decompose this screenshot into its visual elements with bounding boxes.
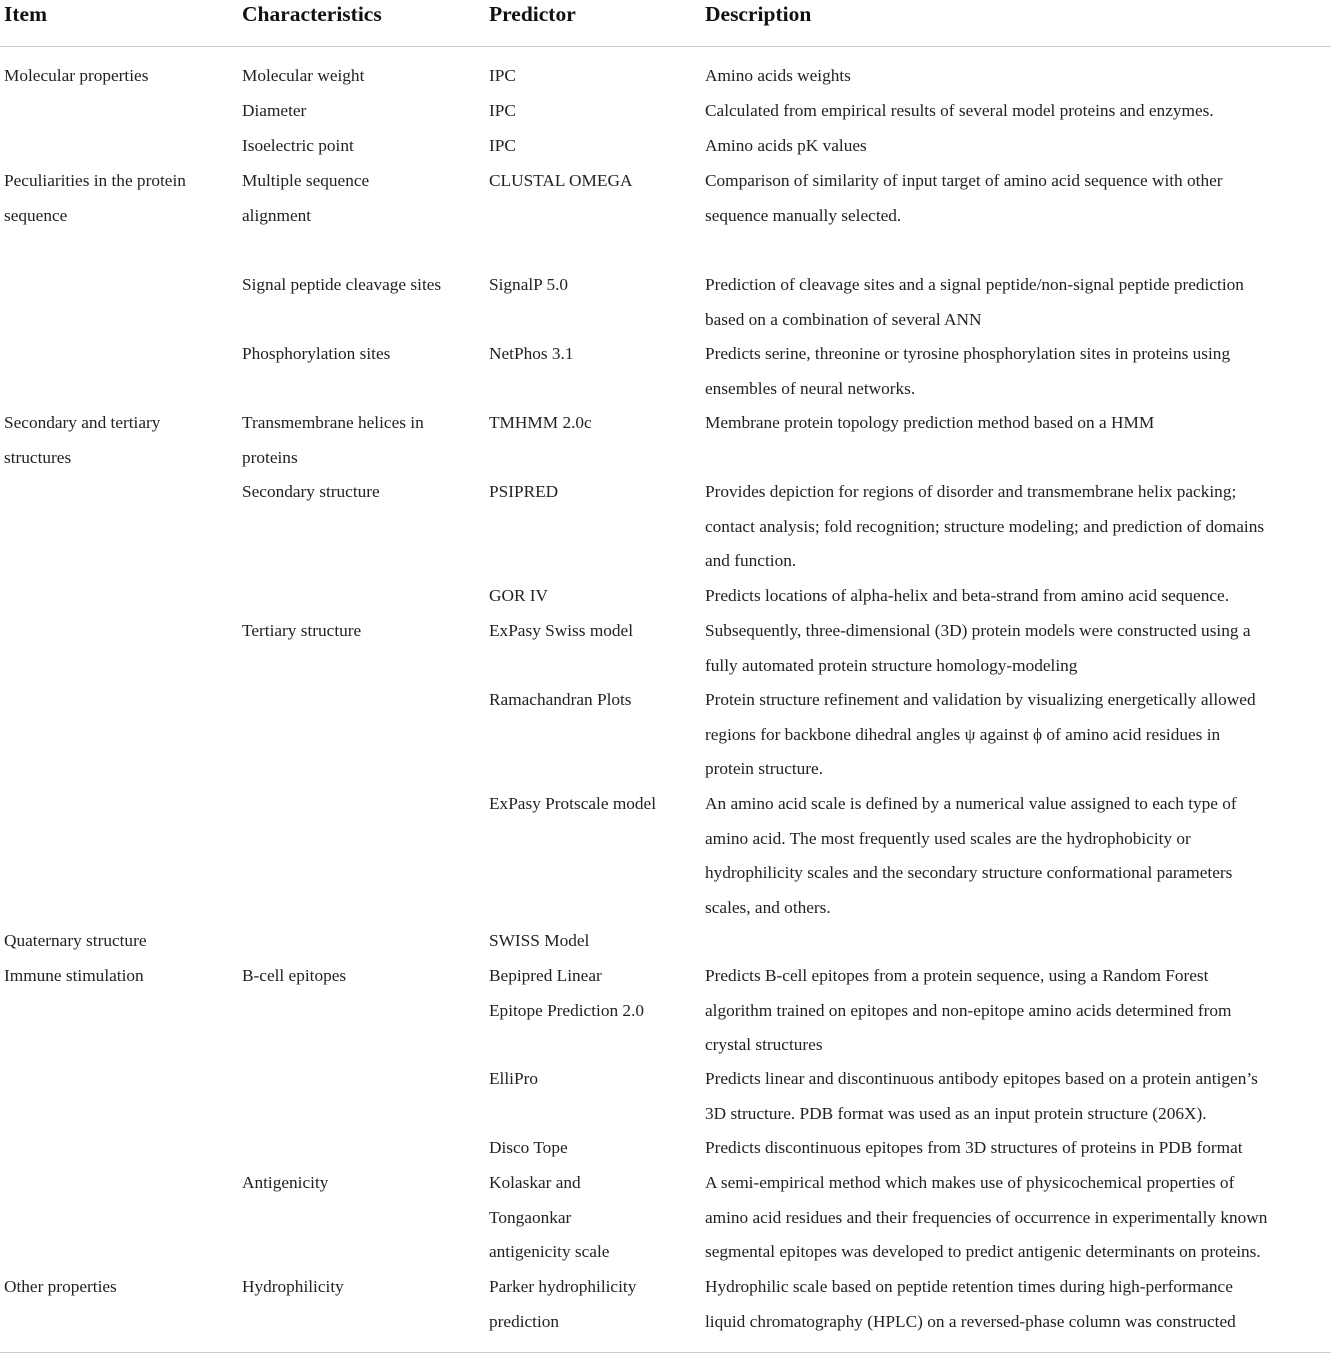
table-bottom-rule (0, 1352, 1331, 1353)
cell-line: fully automated protein structure homology-modeling (705, 655, 1078, 675)
cell-line: contact analysis; fold recognition; structure modeling; and prediction of domains (705, 516, 1265, 536)
cell-line: Predicts discontinuous epitopes from 3D structures of proteins in PDB format (705, 1138, 1243, 1157)
cell-line: Secondary and tertiary (4, 413, 161, 432)
cell-line: regions for backbone dihedral angles ψ against ϕ of amino acid residues in (705, 724, 1221, 744)
cell-line: Predicts linear and discontinuous antibody epitopes based on a protein antigen’s (705, 1069, 1258, 1088)
cell-line: algorithm trained on epitopes and non-epitope amino acids determined from (705, 1000, 1232, 1020)
header-divider (0, 46, 1331, 47)
cell-line: Secondary structure (242, 482, 380, 501)
cell-predictor (489, 475, 558, 510)
cell-line: Diameter (242, 101, 307, 120)
cell-predictor (489, 164, 632, 199)
cell-line: ElliPro (489, 1069, 538, 1088)
cell-line: GOR IV (489, 586, 549, 605)
cell-predictor (489, 268, 568, 303)
cell-description (705, 406, 1154, 441)
cell-line: Comparison of similarity of input target of amino acid sequence with other (705, 171, 1223, 190)
cell-item (4, 1270, 117, 1305)
cell-line: sequence (4, 205, 68, 225)
cell-line: Protein structure refinement and validation by visualizing energetically allowed (705, 690, 1256, 709)
cell-line: Tertiary structure (242, 621, 362, 640)
cell-line: Antigenicity (242, 1173, 329, 1192)
cell-line: ExPasy Protscale model (489, 794, 657, 813)
cell-line: amino acid residues and their frequencies of occurrence in experimentally known (705, 1207, 1268, 1227)
cell-line: Predicts B-cell epitopes from a protein sequence, using a Random Forest (705, 966, 1209, 985)
cell-line: ExPasy Swiss model (489, 621, 634, 640)
cell-line: Subsequently, three-dimensional (3D) protein models were constructed using a (705, 621, 1251, 640)
cell-line: IPC (489, 101, 516, 120)
cell-line: PSIPRED (489, 482, 559, 501)
cell-line: liquid chromatography (HPLC) on a reversed-phase column was constructed (705, 1311, 1236, 1331)
cell-description (705, 614, 1251, 683)
cell-line: Amino acids weights (705, 66, 851, 85)
cell-line: Signal peptide cleavage sites (242, 275, 442, 294)
cell-line: scales, and others. (705, 897, 831, 917)
cell-line: IPC (489, 136, 516, 155)
cell-description (705, 1131, 1243, 1166)
cell-line: segmental epitopes was developed to predict antigenic determinants on proteins. (705, 1242, 1261, 1262)
cell-item (4, 959, 144, 994)
cell-predictor (489, 59, 516, 94)
cell-characteristics (242, 475, 380, 510)
cell-line: Membrane protein topology prediction method based on a HMM (705, 413, 1155, 432)
cell-characteristics (242, 129, 354, 164)
cell-line: B-cell epitopes (242, 966, 347, 985)
cell-line: An amino acid scale is defined by a numerical value assigned to each type of (705, 794, 1237, 813)
cell-line: and function. (705, 551, 797, 571)
cell-item (4, 164, 186, 233)
cell-line: Prediction of cleavage sites and a signal peptide/non-signal peptide prediction (705, 275, 1244, 294)
cell-characteristics (242, 94, 306, 129)
cell-item (4, 59, 148, 94)
cell-line: SignalP 5.0 (489, 275, 569, 294)
cell-predictor (489, 1062, 538, 1097)
cell-description (705, 787, 1237, 925)
cell-line: ensembles of neural networks. (705, 378, 916, 398)
cell-predictor (489, 337, 574, 372)
cell-line: Bepipred Linear (489, 966, 602, 985)
cell-description (705, 475, 1264, 579)
cell-line: SWISS Model (489, 931, 590, 950)
cell-description (705, 1270, 1236, 1339)
cell-description (705, 129, 867, 164)
cell-line: sequence manually selected. (705, 205, 902, 225)
cell-line: 3D structure. PDB format was used as an input protein structure (206X). (705, 1103, 1207, 1123)
cell-line: Molecular properties (4, 66, 149, 85)
cell-characteristics (242, 406, 424, 475)
cell-line: Predicts serine, threonine or tyrosine phosphorylation sites in proteins using (705, 344, 1231, 363)
cell-line: Immune stimulation (4, 966, 144, 985)
cell-line: Phosphorylation sites (242, 344, 391, 363)
header-characteristics: Characteristics (242, 2, 382, 26)
cell-line: Amino acids pK values (705, 136, 867, 155)
cell-description (705, 579, 1229, 614)
cell-line: Provides depiction for regions of disorder and transmembrane helix packing; (705, 482, 1237, 501)
cell-item (4, 406, 160, 475)
cell-description (705, 1166, 1267, 1270)
cell-predictor (489, 924, 589, 959)
cell-predictor (489, 129, 516, 164)
cell-predictor (489, 1166, 609, 1270)
cell-line: prediction (489, 1311, 560, 1331)
header-description: Description (705, 2, 812, 26)
cell-predictor (489, 959, 644, 1028)
cell-line: CLUSTAL OMEGA (489, 171, 633, 190)
cell-description (705, 59, 851, 94)
cell-line: NetPhos 3.1 (489, 344, 574, 363)
cell-predictor (489, 406, 592, 441)
cell-line: Molecular weight (242, 66, 365, 85)
cell-line: antigenicity scale (489, 1242, 610, 1262)
cell-characteristics (242, 268, 441, 303)
cell-characteristics (242, 614, 361, 649)
header-predictor: Predictor (489, 2, 576, 26)
cell-line: Peculiarities in the protein (4, 171, 186, 190)
cell-line: TMHMM 2.0c (489, 413, 592, 432)
cell-line: Multiple sequence (242, 171, 370, 190)
cell-line: structures (4, 447, 72, 467)
cell-line: A semi-empirical method which makes use of physicochemical properties of (705, 1173, 1235, 1192)
header-item: Item (4, 2, 47, 26)
cell-predictor (489, 1131, 568, 1166)
cell-line: alignment (242, 205, 312, 225)
cell-description (705, 268, 1244, 337)
cell-line: Predicts locations of alpha-helix and beta-strand from amino acid sequence. (705, 586, 1230, 605)
cell-line: Ramachandran Plots (489, 690, 632, 709)
cell-line: IPC (489, 66, 516, 85)
cell-line: hydrophilicity scales and the secondary structure conformational parameters (705, 863, 1233, 883)
cell-predictor (489, 683, 632, 718)
cell-description (705, 959, 1231, 1063)
cell-line: protein structure. (705, 759, 824, 779)
cell-characteristics (242, 337, 390, 372)
cell-line: Quaternary structure (4, 931, 147, 950)
cell-characteristics (242, 959, 346, 994)
cell-line: Epitope Prediction 2.0 (489, 1000, 645, 1020)
cell-predictor (489, 787, 656, 822)
cell-line: Other properties (4, 1277, 117, 1296)
cell-line: Isoelectric point (242, 136, 354, 155)
cell-line: Hydrophilic scale based on peptide retention times during high-performance (705, 1277, 1233, 1296)
cell-predictor (489, 579, 548, 614)
cell-line: amino acid. The most frequently used scales are the hydrophobicity or (705, 828, 1191, 848)
cell-description (705, 1062, 1258, 1131)
cell-line: Hydrophilicity (242, 1277, 344, 1296)
cell-line: Transmembrane helices in (242, 413, 424, 432)
cell-predictor (489, 94, 516, 129)
cell-characteristics (242, 164, 369, 233)
cell-description (705, 337, 1230, 406)
cell-characteristics (242, 1166, 328, 1201)
cell-predictor (489, 614, 633, 649)
cell-item (4, 924, 147, 959)
cell-description (705, 164, 1223, 233)
cell-line: proteins (242, 447, 298, 467)
cell-line: based on a combination of several ANN (705, 309, 982, 329)
cell-line: Disco Tope (489, 1138, 568, 1157)
cell-characteristics (242, 59, 364, 94)
cell-characteristics (242, 1270, 344, 1305)
cell-description (705, 683, 1256, 787)
cell-description (705, 94, 1214, 129)
cell-predictor (489, 1270, 636, 1339)
cell-line: crystal structures (705, 1035, 823, 1055)
cell-line: Kolaskar and (489, 1173, 581, 1192)
cell-line: Parker hydrophilicity (489, 1277, 637, 1296)
cell-line: Tongaonkar (489, 1207, 572, 1227)
cell-line: Calculated from empirical results of several model proteins and enzymes. (705, 101, 1214, 120)
